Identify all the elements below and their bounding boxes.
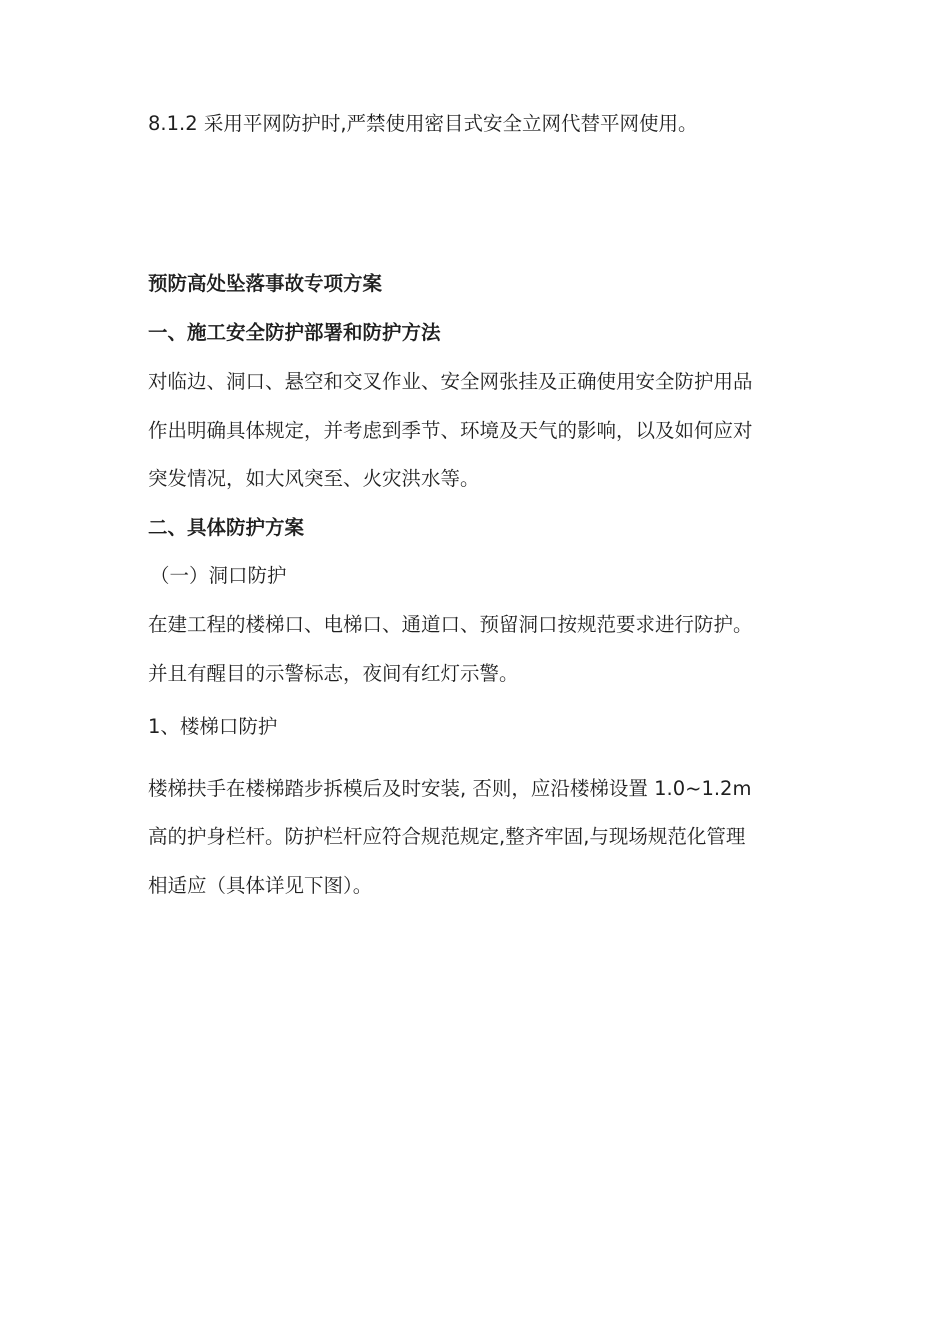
item1-line-1: 楼梯扶手在楼梯踏步拆模后及时安装, 否则，应沿楼梯设置 1.0~1.2m — [148, 777, 752, 800]
document-title: 预防高处坠落事故专项方案 — [148, 272, 383, 295]
item1-line-3: 相适应（具体详见下图）。 — [148, 874, 373, 897]
sub1-line-2: 并且有醒目的示警标志，夜间有红灯示警。 — [148, 662, 519, 685]
item1-line-2: 高的护身栏杆。防护栏杆应符合规范规定,整齐牢固,与现场规范化管理 — [148, 825, 746, 848]
section2-heading: 二、具体防护方案 — [148, 516, 305, 539]
sub1-heading: （一）洞口防护 — [150, 564, 287, 587]
clause-8-1-2: 8.1.2 采用平网防护时,严禁使用密目式安全立网代替平网使用。 — [148, 112, 698, 135]
section1-line-1: 对临边、洞口、悬空和交叉作业、安全网张挂及正确使用安全防护用品 — [148, 370, 753, 393]
item1-heading: 1、楼梯口防护 — [148, 715, 278, 738]
section1-heading: 一、施工安全防护部署和防护方法 — [148, 321, 441, 344]
sub1-line-1: 在建工程的楼梯口、电梯口、通道口、预留洞口按规范要求进行防护。 — [148, 613, 753, 636]
section1-line-3: 突发情况，如大风突至、火灾洪水等。 — [148, 467, 480, 490]
section1-line-2: 作出明确具体规定，并考虑到季节、环境及天气的影响，以及如何应对 — [148, 419, 753, 442]
